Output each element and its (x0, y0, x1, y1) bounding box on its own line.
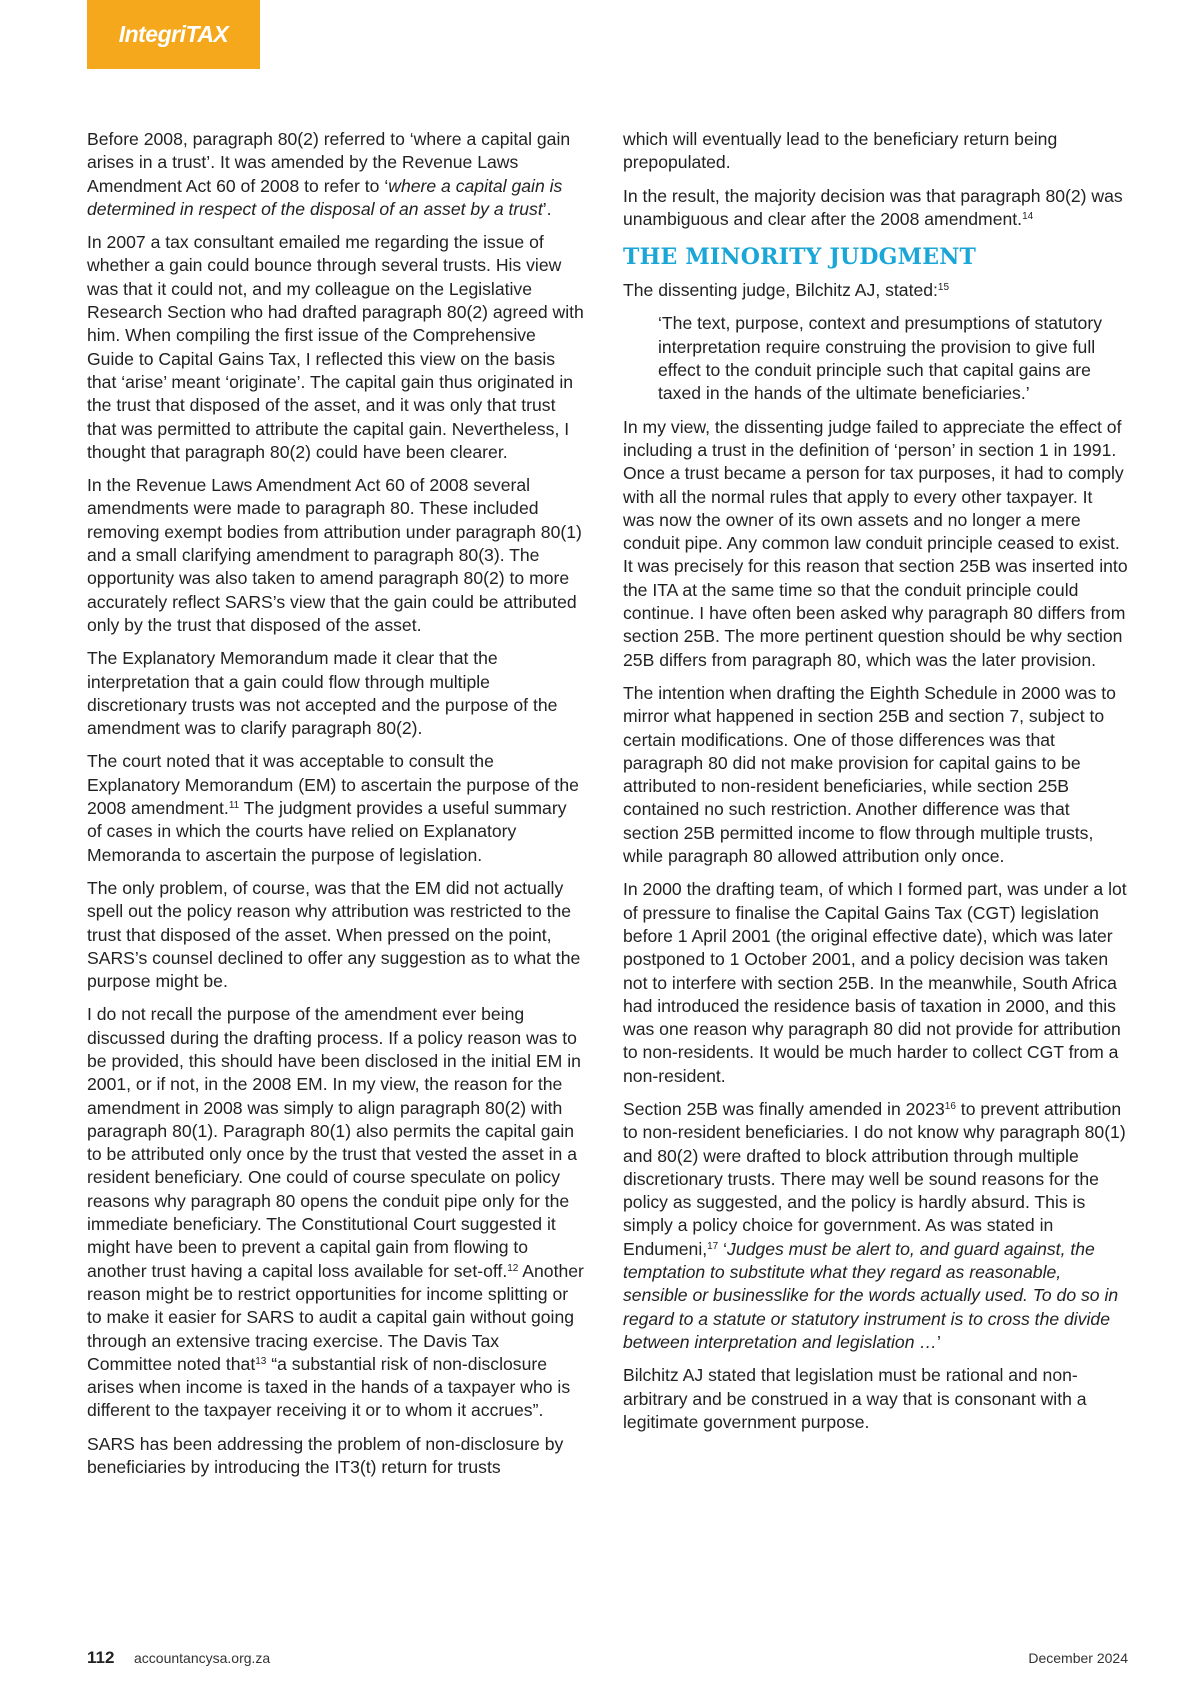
paragraph: Section 25B was finally amended in 2023$^{16}$ to prevent attribution to non-resident beneficiaries. I do not know why paragraph 80(1) and 80(2) were drafted to block attribution through multiple discretionary trusts. There may well be sound reasons for the policy as suggested, and the policy is hardly absurd. This is simply a policy choice for government. As was stated in Endumeni,$^{17}$ ‘Judges must be alert to, and guard against, the temptation to substitute what they regard as reasonable, sensible or businesslike for the words actually used. To do so in regard to a statute or statutory instrument is to cross the divide between interpretation and legislation …’ (623, 1098, 1126, 1352)
footnote-ref: 14 (1022, 210, 1034, 222)
paragraph: which will eventually lead to the beneficiary return being prepopulated. (623, 129, 1058, 173)
left-column (87, 128, 585, 1489)
logo-text: IntegriTAX (118, 21, 229, 47)
page-footer (87, 1648, 1128, 1668)
site-link[interactable]: accountancysa.org.za (134, 1650, 271, 1666)
paragraph: In the Revenue Laws Amendment Act 60 of 2008 several amendments were made to paragraph 80. These included removing exempt bodies from attribution under paragraph 80(1) and a small clarifying amendment to paragraph 80(3). The opportunity was also taken to amend paragraph 80(2) to more accurately reflect SARS’s view that the gain could be attributed only by the trust that disposed of the asset. (87, 475, 582, 635)
footnote-ref: 13 (255, 1355, 267, 1367)
paragraph: The Explanatory Memorandum made it clear that the interpretation that a gain could flow through multiple discretionary trusts was not accepted and the purpose of the amendment was to clarify paragraph 80(2). (87, 648, 558, 739)
paragraph: I do not recall the purpose of the amendment ever being discussed during the drafting process. If a policy reason was to be provided, this should have been disclosed in the initial EM in 2001, or if not, in the 2008 EM. In my view, the reason for the amendment in 2008 was simply to align paragraph 80(2) with paragraph 80(1). Paragraph 80(1) also permits the capital gain to be attributed only once by the trust that vested the asset in a resident beneficiary. One could of course speculate on policy reasons why paragraph 80 opens the conduit pipe only for the immediate beneficiary. The Constitutional Court suggested it might have been to prevent a capital gain from flowing to another trust having a capital loss available for set-off.$^{12}$ Another reason might be to restrict opportunities for income splitting or to make it easier for SARS to audit a capital gain without going through an extensive tracing exercise. The Davis Tax Committee noted that$^{13}$ “a substantial risk of non-disclosure arises when income is taxed in the hands of a taxpayer who is different to the taxpayer receiving it or to whom it accrues”. (87, 1004, 584, 1421)
footnote-ref: 11 (228, 800, 240, 812)
quote-text: ‘The text, purpose, context and presumptions of statutory interpretation require construing the provision to give full effect to the conduit principle such that capital gains are taxed in the hands of the ultimate beneficiaries.’ (658, 313, 1102, 404)
right-column (623, 128, 1128, 1444)
footnote-ref: 15 (937, 282, 950, 294)
paragraph: In my view, the dissenting judge failed to appreciate the effect of including a trust in the definition of ‘person’ in section 1 in 1991. Once a trust became a person for tax purposes, it had to comply with all the normal rules that apply to every other taxpayer. It was now the owner of its own assets and no longer a mere conduit pipe. Any common law conduit principle ceased to exist. It was precisely for this reason that section 25B was inserted into the ITA at the same time so that the conduit principle could continue. I have often been asked why paragraph 80 differs from section 25B. The more pertinent question should be why section 25B differs from paragraph 80, which was the later provision. (623, 416, 1128, 670)
issue-date: December 2024 (1028, 1650, 1128, 1666)
paragraph: In 2000 the drafting team, of which I formed part, was under a lot of pressure to finalise the Capital Gains Tax (CGT) legislation before 1 April 2001 (the original effective date), which was later postponed to 1 October 2001, and a policy decision was taken not to interfere with section 25B. In the meanwhile, South Africa had introduced the residence basis of taxation in 2000, and this was one reason why paragraph 80 did not provide for attribution to non-residents. It would be much harder to collect CGT from a non-resident. (623, 879, 1127, 1086)
paragraph: In the result, the majority decision was that paragraph 80(2) was unambiguous and clear after the 2008 amendment.$^{14}$ (623, 185, 1123, 229)
paragraph: The intention when drafting the Eighth Schedule in 2000 was to mirror what happened in section 25B and section 7, subject to certain modifications. One of those differences was that paragraph 80 did not make provision for capital gains to be attributed to non-resident beneficiaries, while section 25B contained no such restriction. Another difference was that section 25B permitted income to flow through multiple trusts, while paragraph 80 allowed attribution only once. (623, 682, 1116, 867)
paragraph: SARS has been addressing the problem of non-disclosure by beneficiaries by introducing the IT3(t) return for trusts (87, 1433, 564, 1478)
paragraph: Bilchitz AJ stated that legislation must be rational and non-arbitrary and be construed in a way that is consonant with a legitimate government purpose. (623, 1365, 1087, 1432)
page-number: 112 (87, 1648, 115, 1667)
paragraph: The dissenting judge, Bilchitz AJ, stated:$^{15}$ (623, 280, 950, 301)
block-quote (658, 312, 1128, 405)
paragraph: The court noted that it was acceptable to consult the Explanatory Memorandum (EM) to ascertain the purpose of the 2008 amendment.$^{11}$ The judgment provides a useful summary of cases in which the courts have relied on Explanatory Memoranda to ascertain the purpose of legislation. (87, 751, 579, 865)
paragraph: In 2007 a tax consultant emailed me regarding the issue of whether a gain could bounce through several trusts. His view was that it could not, and my colleague on the Legislative Research Section who had drafted paragraph 80(2) agreed with him. When compiling the first issue of the Comprehensive Guide to Capital Gains Tax, I reflected this view on the basis that ‘arise’ meant ‘originate’. The capital gain thus originated in the trust that disposed of the asset, and it was only that trust that was permitted to attribute the capital gain. Nevertheless, I thought that paragraph 80(2) could have been clearer. (87, 232, 584, 462)
paragraph: Before 2008, paragraph 80(2) referred to ‘where a capital gain arises in a trust’. It was amended by the Revenue Laws Amendment Act 60 of 2008 to refer to ‘where a capital gain is determined in respect of the disposal of an asset by a trust’. (87, 129, 571, 219)
footnote-ref: 17 (707, 1240, 719, 1252)
section-heading: THE MINORITY JUDGMENT (623, 244, 977, 271)
footnote-ref: 16 (944, 1100, 956, 1112)
paragraph: The only problem, of course, was that the EM did not actually spell out the policy reason why attribution was restricted to the trust that disposed of the asset. When pressed on the point, SARS’s counsel declined to offer any suggestion as to what the purpose might be. (87, 877, 581, 992)
integritax-logo (87, 0, 260, 69)
footnote-ref: 12 (507, 1262, 519, 1274)
